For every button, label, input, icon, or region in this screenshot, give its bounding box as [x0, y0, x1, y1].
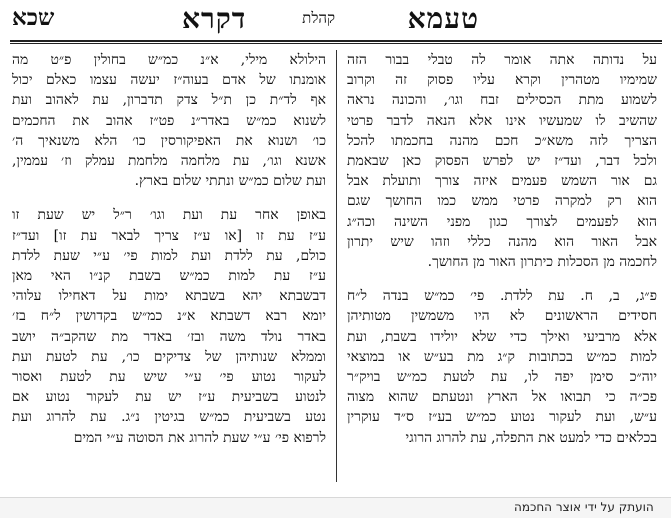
text-line: לנטוע בשביעית ע״ז יש עת לעקור נטוע אם	[12, 389, 326, 406]
text-line: על נדותה אתה אומר לה טבלי בבור הזה	[347, 52, 657, 68]
text-line: כולם, עת ללדת ועת למות פי׳ ע״י שעת ללדת	[12, 247, 326, 264]
text-line: פ״ג, ב, ח. עת ללדת. פי׳ כמ״ש בנדה ל״ח	[347, 288, 657, 305]
text-line: נטע בשביעית כמ״ש בגיטין נ״ג. עת להרוג ועת	[12, 409, 326, 426]
text-line: אומנתו של אדם בעוה״ז יעשה עצמו כאלם יכול	[12, 72, 326, 89]
book-name: קהלת	[302, 9, 335, 27]
text-line: בכלאים כדי למעט את התפלה, עת להרוג הרוגי	[405, 429, 657, 446]
text-line: לעקור נטוע פי׳ ע״י שיש עת לטעת ואסור	[12, 369, 326, 386]
text-line: גם אור השמש פעמים איזה צורך ותועלת אבל	[347, 173, 657, 190]
text-line: חסידים הראשונים לא היו משמשין מטותיהן	[347, 308, 657, 325]
text-line: לחכמה מן הסכלות כיתרון האור מן החושך.	[427, 254, 657, 271]
text-line: אבל האור הוא מהנה כללי וזהו שיש יתרון	[347, 233, 657, 250]
footer-credit: הועתק על ידי אוצר החכמה	[514, 500, 654, 514]
text-line: ע״ז עת זו [או ע״ז צריך לבאר עת זו] ועד״ז	[12, 227, 326, 244]
text-line: באדר נולד משה ובז׳ באדר מת שהקב״ה יושב	[12, 328, 326, 345]
paragraph-gap	[12, 191, 326, 205]
text-line: ועת שלום כמ״ש ונתתי שלום בארץ.	[134, 173, 326, 190]
text-line: הוא רק למקרה פרטי ממש כמו החושך שגם	[347, 193, 657, 210]
text-line: הצריך לזה משא״כ חכם מהנה בחכמתו להכל	[347, 132, 657, 149]
paragraph-gap	[347, 272, 657, 286]
text-line: אשנא וגו׳, עת מלחמה מלחמת עמלק וז׳ עממין,	[12, 153, 326, 170]
text-line: יומא רבא דשבתא א״נ כמ״ש בקדושין ל״ח בז׳	[12, 308, 326, 325]
text-line: דבשבתא יהא בשבתא ימות על דאחילו עלוהי	[12, 288, 326, 305]
column-divider	[336, 50, 337, 482]
text-line: אף לד״ת כן ת״ל צדק תדברון, עת לאהוב ועת	[12, 92, 326, 109]
header-rule-thin	[10, 43, 662, 44]
text-line: וממלא שנותיהן של צדיקים כו׳, עת לטעת ועת	[12, 348, 326, 365]
running-title-right: טעמא	[407, 2, 479, 35]
text-line: ע״ש, ועת לעקור נטוע כמ״ש בע״ז ס״ד עוקרין	[347, 409, 657, 426]
text-line: לרפוא פי׳ ע״י שעת להרוג את הסוטה ע״י המים	[73, 429, 326, 446]
text-line: הילולא מילי, א״נ כמ״ש בחולין פ״ט מה	[12, 52, 326, 68]
text-line: באופן אחר עת ועת וגו׳ ר״ל יש שעת זו	[12, 207, 326, 224]
text-line: אלא מרביעי ואילך כדי שלא יולידו בשבת, ועת	[347, 328, 657, 345]
right-text-column	[347, 50, 657, 490]
header-rule	[10, 40, 662, 42]
left-text-column	[12, 50, 326, 490]
text-line: שהשיב לו שמעשיו אינו אלא הנאה לדבר פרטי	[347, 112, 657, 129]
page-number: שכא	[12, 4, 55, 31]
footer-bar	[0, 497, 671, 518]
text-line: לשמוע מתת הכסילים זבח וגו׳, והכונה נראה	[347, 92, 657, 109]
text-line: כו׳ ושנוא את האפיקורסין כו׳ הלא משנאיך ה׳	[12, 132, 326, 149]
text-line: יוה״כ סימן יפה לו, עת לטעת כמ״ש בויק״ר	[347, 369, 657, 386]
text-line: שמימיו מטהרין וקרא עליו פסוק זה וקרוב	[347, 72, 657, 89]
text-line: פכ״ה כי תבואו אל הארץ ונטעתם שהוא מצוה	[347, 389, 657, 406]
running-title-left: דקרא	[182, 2, 247, 35]
text-line: ולכל דבר, ועד״ז יש לפרש הפסוק כאן שבאמת	[347, 153, 657, 170]
text-line: לשנוא כמ״ש באדר״נ פט״ז אהוב את החכמים	[12, 112, 326, 129]
page-header	[0, 0, 671, 40]
text-line: הוא לפעמים לצורך כגון מפני השינה וכה״ג	[347, 213, 657, 230]
text-line: למות כמ״ש בכתובות ק״ג מת בע״ש או במוצאי	[347, 348, 657, 365]
text-line: ע״ז עת למות כמ״ש בשבת קנ״ו האי מאן	[12, 268, 326, 285]
